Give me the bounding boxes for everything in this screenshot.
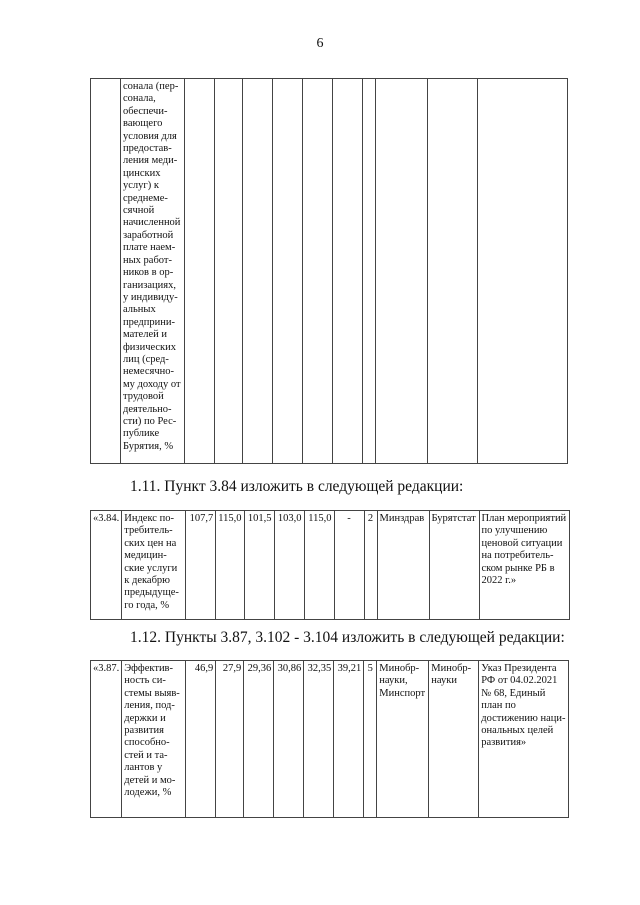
value-cell: 115,0 [216, 511, 244, 620]
value-cell [273, 79, 303, 464]
responsible-cell [428, 79, 478, 464]
value-cell: - [334, 511, 364, 620]
value-cell: 32,35 [304, 661, 334, 818]
table-row [91, 79, 568, 464]
value-cell: 46,9 [186, 661, 216, 818]
indicator-cell: Эффектив-ность си-стемы выяв-ления, под-держки и развития способно-стей и та-лантов у детей и мо-лодежи, % [122, 661, 186, 818]
item-3-87-table [90, 660, 569, 818]
value-cell: 101,5 [244, 511, 274, 620]
responsible-cell: Бурятстат [429, 511, 479, 620]
table-row [91, 511, 570, 620]
indicator-cell: Индекс по-требитель-ских цен на медицин-ские услуги к декабрю предыдуще-го года, % [122, 511, 186, 620]
value-cell: 103,0 [274, 511, 304, 620]
responsible-cell: Минобр-науки [429, 661, 479, 818]
row-number-cell: «3.84. [91, 511, 122, 620]
responsible-cell [376, 79, 428, 464]
document-cell [478, 79, 568, 464]
value-cell [215, 79, 243, 464]
value-cell: 115,0 [304, 511, 334, 620]
item-3-84-table [90, 510, 570, 620]
table-row [91, 661, 569, 818]
value-cell: 30,86 [274, 661, 304, 818]
section-heading-1-11: 1.11. Пункт 3.84 изложить в следующей редакции: [130, 478, 464, 495]
value-cell [243, 79, 273, 464]
section-heading-1-12: 1.12. Пункты 3.87, 3.102 - 3.104 изложить в следующей редакции: [130, 629, 565, 646]
row-number-cell [91, 79, 121, 464]
document-cell: План мероприятий по улучшению ценовой ситуации на потребитель-ском рынке РБ в 2022 г.» [479, 511, 569, 620]
value-cell [333, 79, 363, 464]
page-number: 6 [316, 36, 324, 51]
continued-indicator-table [90, 78, 568, 464]
responsible-cell: Минобр-науки, Минспорт [377, 661, 429, 818]
indicator-cell: сонала (пер-сонала, обеспечи-вающего условия для предостав-ления меди-цинских услуг) к среднеме-сячной начисленной заработной плате наем-ных работ-ников в ор-ганизациях, у индивиду-альных предприни-мателей и физических лиц (сред-немесячно-му доходу от трудовой деятельно-сти) по Рес-публике Бурятия, % [121, 79, 185, 464]
value-cell: 29,36 [244, 661, 274, 818]
code-cell [363, 79, 376, 464]
document-cell: Указ Президента РФ от 04.02.2021 № 68, Единый план по достижению наци-ональных целей развития» [479, 661, 569, 818]
responsible-cell: Минздрав [377, 511, 429, 620]
value-cell [185, 79, 215, 464]
value-cell: 107,7 [186, 511, 216, 620]
value-cell: 27,9 [216, 661, 244, 818]
code-cell: 5 [364, 661, 377, 818]
value-cell [303, 79, 333, 464]
row-number-cell: «3.87. [91, 661, 122, 818]
code-cell: 2 [364, 511, 377, 620]
value-cell: 39,21 [334, 661, 364, 818]
